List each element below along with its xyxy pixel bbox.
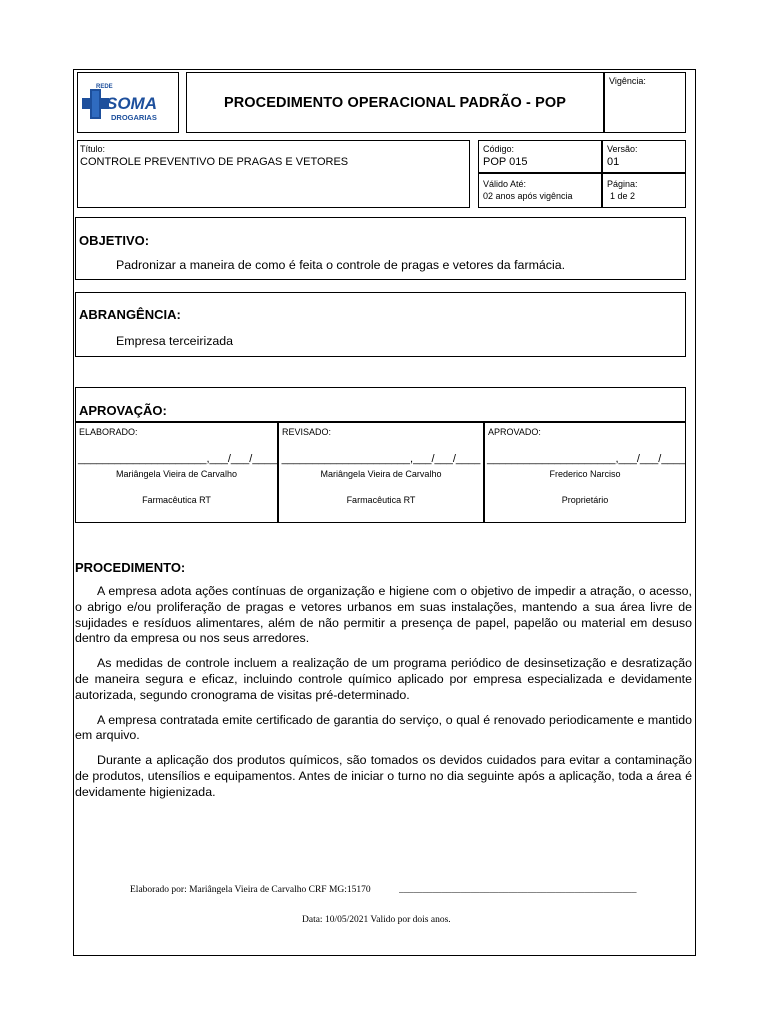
footer-signature-line: __________________________________________________ — [399, 885, 637, 895]
pagina-box — [602, 173, 686, 208]
objetivo-section — [75, 217, 686, 280]
page-title: PROCEDIMENTO OPERACIONAL PADRÃO - POP — [223, 94, 567, 111]
valido-value: 02 anos após vigência — [483, 191, 573, 201]
titulo-box — [77, 140, 470, 208]
codigo-box — [478, 140, 602, 173]
aprovado-name: Frederico Narciso — [549, 469, 621, 479]
pagina-value: 1 de 2 — [610, 191, 636, 201]
cross-plus-logo — [82, 89, 109, 119]
procedimento-paragraph: Durante a aplicação dos produtos químicos, são tomados os devidos cuidados para evitar a contaminação de produtos, utensílios e equipamentos. Antes de iniciar o turno no dia seguinte após a aplicação, toda a área é devidamente higienizada. — [75, 753, 692, 799]
revisado-cell — [278, 422, 484, 523]
header-title-box — [186, 72, 604, 133]
revisado-name: Mariângela Vieira de Carvalho — [320, 469, 442, 479]
aprovacao-title: APROVAÇÃO: — [79, 403, 167, 418]
revisado-label: REVISADO: — [282, 427, 332, 437]
logo-drogarias: DROGARIAS — [111, 113, 157, 122]
vigencia-box — [604, 72, 686, 133]
logo-soma: SOMA — [106, 94, 157, 113]
aprovado-signature-line: _____________________,___/___/____ — [487, 453, 686, 465]
aprovado-label: APROVADO: — [488, 427, 541, 437]
procedimento-paragraph: A empresa contratada emite certificado de garantia do serviço, o qual é renovado periodicamente e mantido em arquivo. — [75, 712, 692, 743]
objetivo-text: Padronizar a maneira de como é feita o controle de pragas e vetores da farmácia. — [116, 258, 566, 272]
aprovacao-header — [75, 387, 686, 422]
elaborado-cell — [75, 422, 278, 523]
aprovado-role: Proprietário — [561, 495, 609, 505]
versao-value: 01 — [607, 156, 620, 168]
elaborado-signature-line: _____________________,___/___/____ — [78, 453, 277, 465]
versao-box — [602, 140, 686, 173]
valido-box — [478, 173, 602, 208]
footer-data: Data: 10/05/2021 Valido por dois anos. — [302, 915, 451, 925]
procedimento-paragraph: As medidas de controle incluem a realização de um programa periódico de desinsetização e desratização de maneira segura e eficaz, incluindo controle químico aplicado por empresa especializada e devidamente autorizada, segundo cronograma de visitas pré-determinado. — [75, 656, 692, 702]
logo-rede: REDE — [96, 84, 113, 90]
versao-label: Versão: — [607, 144, 638, 154]
codigo-value: POP 015 — [483, 156, 528, 168]
logo-box — [77, 72, 179, 133]
objetivo-title: OBJETIVO: — [79, 233, 150, 248]
pagina-label: Página: — [607, 179, 638, 189]
soma-logo — [78, 73, 178, 132]
abrangencia-section — [75, 292, 686, 357]
codigo-label: Código: — [483, 144, 515, 154]
titulo-value: CONTROLE PREVENTIVO DE PRAGAS E VETORES — [80, 156, 349, 168]
procedimento-paragraph: A empresa adota ações contínuas de organização e higiene com o objetivo de impedir a atração, o acesso, o abrigo e/ou proliferação de pragas e vetores urbanos em suas instalações, mantendo a sua área livre de sujidades e resíduos alimentares, além de não permitir a presença de papel, papelão ou material em desuso dentro da empresa ou nos seus arredores. — [75, 584, 692, 646]
procedimento-title: PROCEDIMENTO: — [75, 560, 186, 575]
revisado-signature-line: _____________________,___/___/____ — [281, 453, 481, 465]
procedimento-body — [75, 584, 692, 810]
abrangencia-title: ABRANGÊNCIA: — [79, 307, 181, 322]
revisado-role: Farmacêutica RT — [346, 495, 416, 505]
titulo-label: Título: — [80, 144, 106, 154]
footer-elaborado: Elaborado por: Mariângela Vieira de Carvalho CRF MG:15170 — [130, 885, 371, 895]
elaborado-label: ELABORADO: — [79, 427, 138, 437]
abrangencia-text: Empresa terceirizada — [116, 334, 234, 348]
aprovado-cell — [484, 422, 686, 523]
valido-label: Válido Até: — [483, 179, 527, 189]
vigencia-label: Vigência: — [609, 76, 646, 86]
elaborado-name: Mariângela Vieira de Carvalho — [116, 469, 237, 479]
elaborado-role: Farmacêutica RT — [142, 495, 211, 505]
